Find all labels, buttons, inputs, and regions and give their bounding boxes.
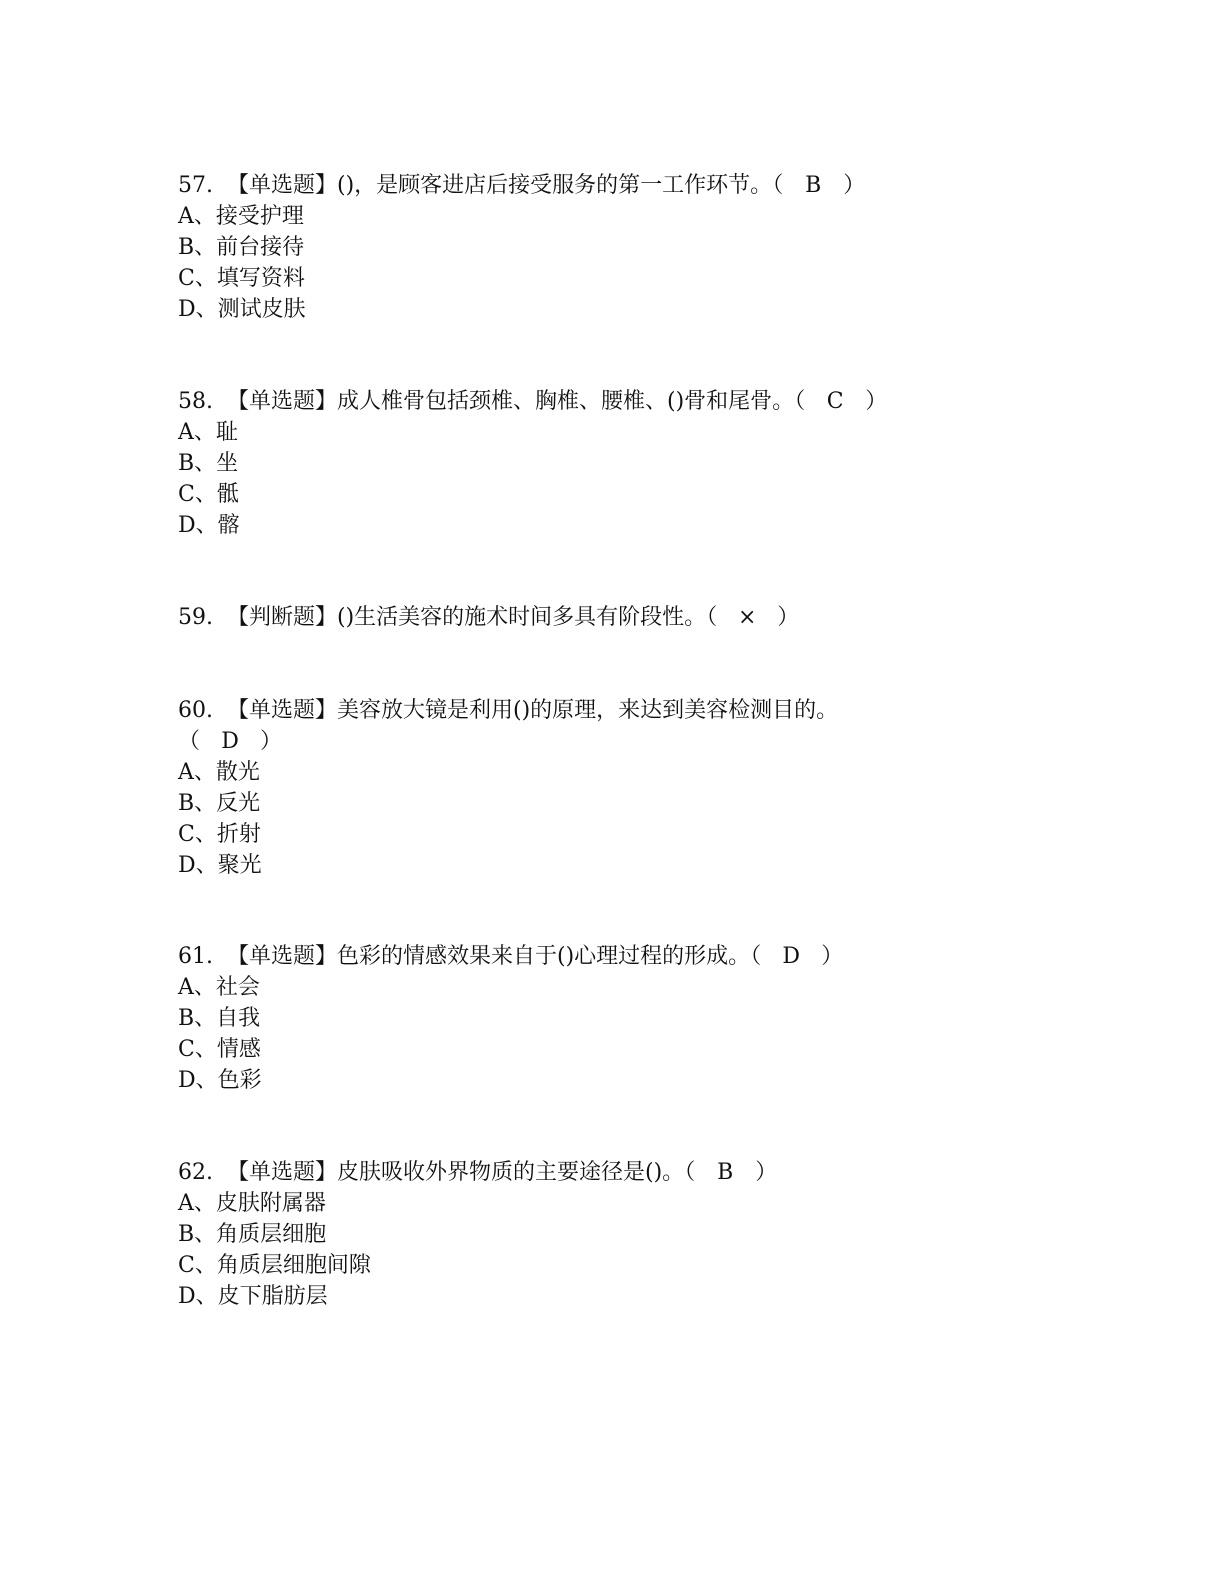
answer-value: C	[826, 389, 844, 414]
option-d: D、聚光	[178, 853, 262, 878]
option-c: C、填写资料	[178, 266, 305, 291]
question-61	[178, 941, 1078, 1096]
answer-bracket: （ D ）	[750, 944, 843, 969]
option-a: A、皮肤附属器	[178, 1191, 326, 1216]
option-a: A、接受护理	[178, 204, 304, 229]
question-type: 【单选题】	[227, 944, 338, 969]
option-b: B、前台接待	[178, 235, 305, 260]
answer-value: D	[221, 729, 239, 754]
answer-bracket: （ × ）	[706, 605, 799, 630]
question-type: 【单选题】	[227, 698, 338, 723]
option-c: C、骶	[178, 482, 239, 507]
question-number: 58.	[178, 389, 213, 414]
answer-bracket: （ B ）	[772, 173, 865, 198]
option-a: A、散光	[178, 760, 260, 785]
question-stem-line	[178, 386, 1078, 417]
question-type: 【单选题】	[227, 1160, 338, 1185]
option-b: B、反光	[178, 791, 261, 816]
question-number: 62.	[178, 1160, 213, 1185]
question-type: 【单选题】	[227, 173, 338, 198]
option-b: B、坐	[178, 451, 239, 476]
option-a: A、社会	[178, 975, 260, 1000]
question-62	[178, 1157, 1078, 1312]
question-stem-line	[178, 695, 1078, 726]
answer-bracket: （ D ）	[178, 729, 282, 754]
answer-line	[178, 726, 1078, 757]
question-number: 57.	[178, 173, 213, 198]
option-b: B、自我	[178, 1006, 261, 1031]
answer-value: D	[782, 944, 801, 969]
question-type: 【判断题】	[227, 605, 338, 630]
question-stem: 成人椎骨包括颈椎、胸椎、腰椎、()骨和尾骨。	[337, 389, 795, 414]
question-number: 60.	[178, 698, 213, 723]
question-number: 61.	[178, 944, 213, 969]
answer-value: B	[805, 173, 822, 198]
question-type: 【单选题】	[227, 389, 338, 414]
question-stem-line	[178, 602, 1078, 633]
question-60	[178, 695, 1078, 881]
question-stem-line	[178, 941, 1078, 972]
question-number: 59.	[178, 605, 213, 630]
option-c: C、情感	[178, 1037, 261, 1062]
option-d: D、髂	[178, 513, 240, 538]
question-stem-line	[178, 1157, 1078, 1188]
question-stem-line	[178, 170, 1078, 201]
question-58	[178, 386, 1078, 541]
question-stem: ()生活美容的施术时间多具有阶段性。	[337, 605, 707, 630]
answer-bracket: （ B ）	[684, 1160, 777, 1185]
answer-value: ×	[737, 605, 757, 630]
question-stem: 皮肤吸收外界物质的主要途径是()。	[337, 1160, 685, 1185]
question-stem: ()，是顾客进店后接受服务的第一工作环节。	[337, 173, 773, 198]
option-b: B、角质层细胞	[178, 1222, 327, 1247]
answer-bracket: （ C ）	[794, 389, 887, 414]
option-d: D、色彩	[178, 1068, 262, 1093]
question-59	[178, 602, 1078, 633]
option-a: A、耻	[178, 420, 238, 445]
option-d: D、测试皮肤	[178, 297, 306, 322]
option-d: D、皮下脂肪层	[178, 1284, 328, 1309]
option-c: C、角质层细胞间隙	[178, 1253, 371, 1278]
question-stem: 美容放大镜是利用()的原理，来达到美容检测目的。	[337, 698, 839, 723]
answer-value: B	[717, 1160, 734, 1185]
option-c: C、折射	[178, 822, 261, 847]
question-stem: 色彩的情感效果来自于()心理过程的形成。	[337, 944, 751, 969]
question-57	[178, 170, 1078, 325]
